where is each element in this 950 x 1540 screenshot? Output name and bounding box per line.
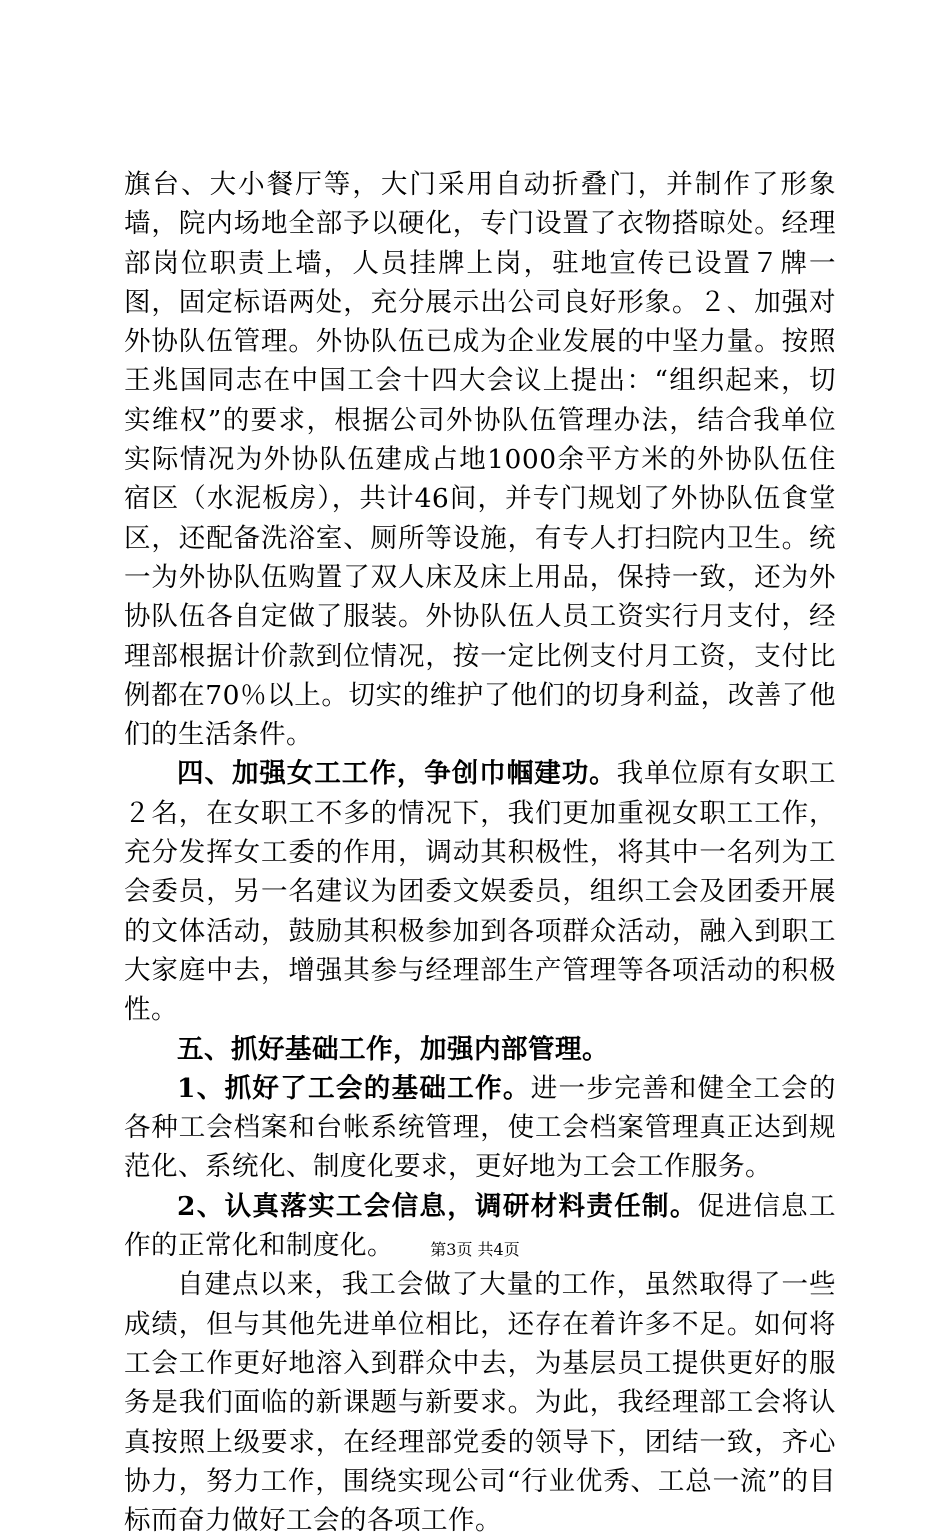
paragraph-text: 旗台、大小餐厅等，大门采用自动折叠门，并制作了形象墙，院内场地全部予以硬化，专门设置了衣物搭晾处。经理部岗位职责上墙，人员挂牌上岗，驻地宣传已设置７牌一图，固定标语两处，充分展示出公司良好形象。２、加强对外协队伍管理。外协队伍已成为企业发展的中坚力量。按照王兆国同志在中国工会十四大会议上提出：“组织起来，切实维权”的要求，根据公司外协队伍管理办法，结合我单位实际情况为外协队伍建成占地1000余平方米的外协队伍住宿区（水泥板房），共计46间，并专门规划了外协队伍食堂区，还配备洗浴室、厕所等设施，有专人打扫院内卫生。统一为外协队伍购置了双人床及床上用品，保持一致，还为外协队伍各自定做了服装。外协队伍人员工资实行月支付，经理部根据计价款到位情况，按一定比例支付月工资，支付比例都在70％以上。切实的维护了他们的切身利益，改善了他们的生活条件。 — [124, 169, 836, 751]
paragraph-women-workers — [124, 754, 836, 1029]
paragraph-union-archives — [124, 1069, 836, 1187]
document-body — [124, 165, 836, 1540]
paragraph-text: 自建点以来，我工会做了大量的工作，虽然取得了一些成绩，但与其他先进单位相比，还存在着许多不足。如何将工会工作更好地溶入到群众中去，为基层员工提供更好的服务是我们面临的新课题与新要求。为此，我经理部工会将认真按照上级要求，在经理部党委的领导下，团结一致，齐心协力，努力工作，围绕实现公司“行业优秀、工总一流”的目标而奋力做好工会的各项工作。 — [124, 1269, 836, 1537]
paragraph-text: 进一步完善和健全工会的各种工会档案和台帐系统管理，使工会档案管理真正达到规范化、系统化、制度化要求，更好地为工会工作服务。 — [124, 1072, 836, 1183]
section-heading-4: 四、加强女工工作，争创巾帼建功。 — [177, 758, 617, 790]
paragraph-continuation — [124, 165, 836, 754]
section-heading-5: 五、抓好基础工作，加强内部管理。 — [177, 1033, 609, 1065]
subsection-heading-1: 1、抓好了工会的基础工作。 — [177, 1072, 531, 1104]
paragraph-basic-work — [124, 1030, 836, 1069]
page-number: 第3页 共4页 — [430, 1240, 520, 1259]
paragraph-text: 我单位原有女职工２名，在女职工不多的情况下，我们更加重视女职工工作，充分发挥女工委的作用，调动其积极性，将其中一名列为工会委员，另一名建议为团委文娱委员，组织工会及团委开展的文体活动，鼓励其积极参加到各项群众活动，融入到职工大家庭中去，增强其参与经理部生产管理等各项活动的积极性。 — [124, 758, 837, 1026]
subsection-heading-2: 2、认真落实工会信息，调研材料责任制。 — [177, 1190, 698, 1222]
paragraph-text: 促进信息工作的正常化和制度化。 — [124, 1190, 836, 1262]
paragraph-conclusion — [124, 1265, 836, 1540]
page-footer — [0, 1240, 950, 1260]
